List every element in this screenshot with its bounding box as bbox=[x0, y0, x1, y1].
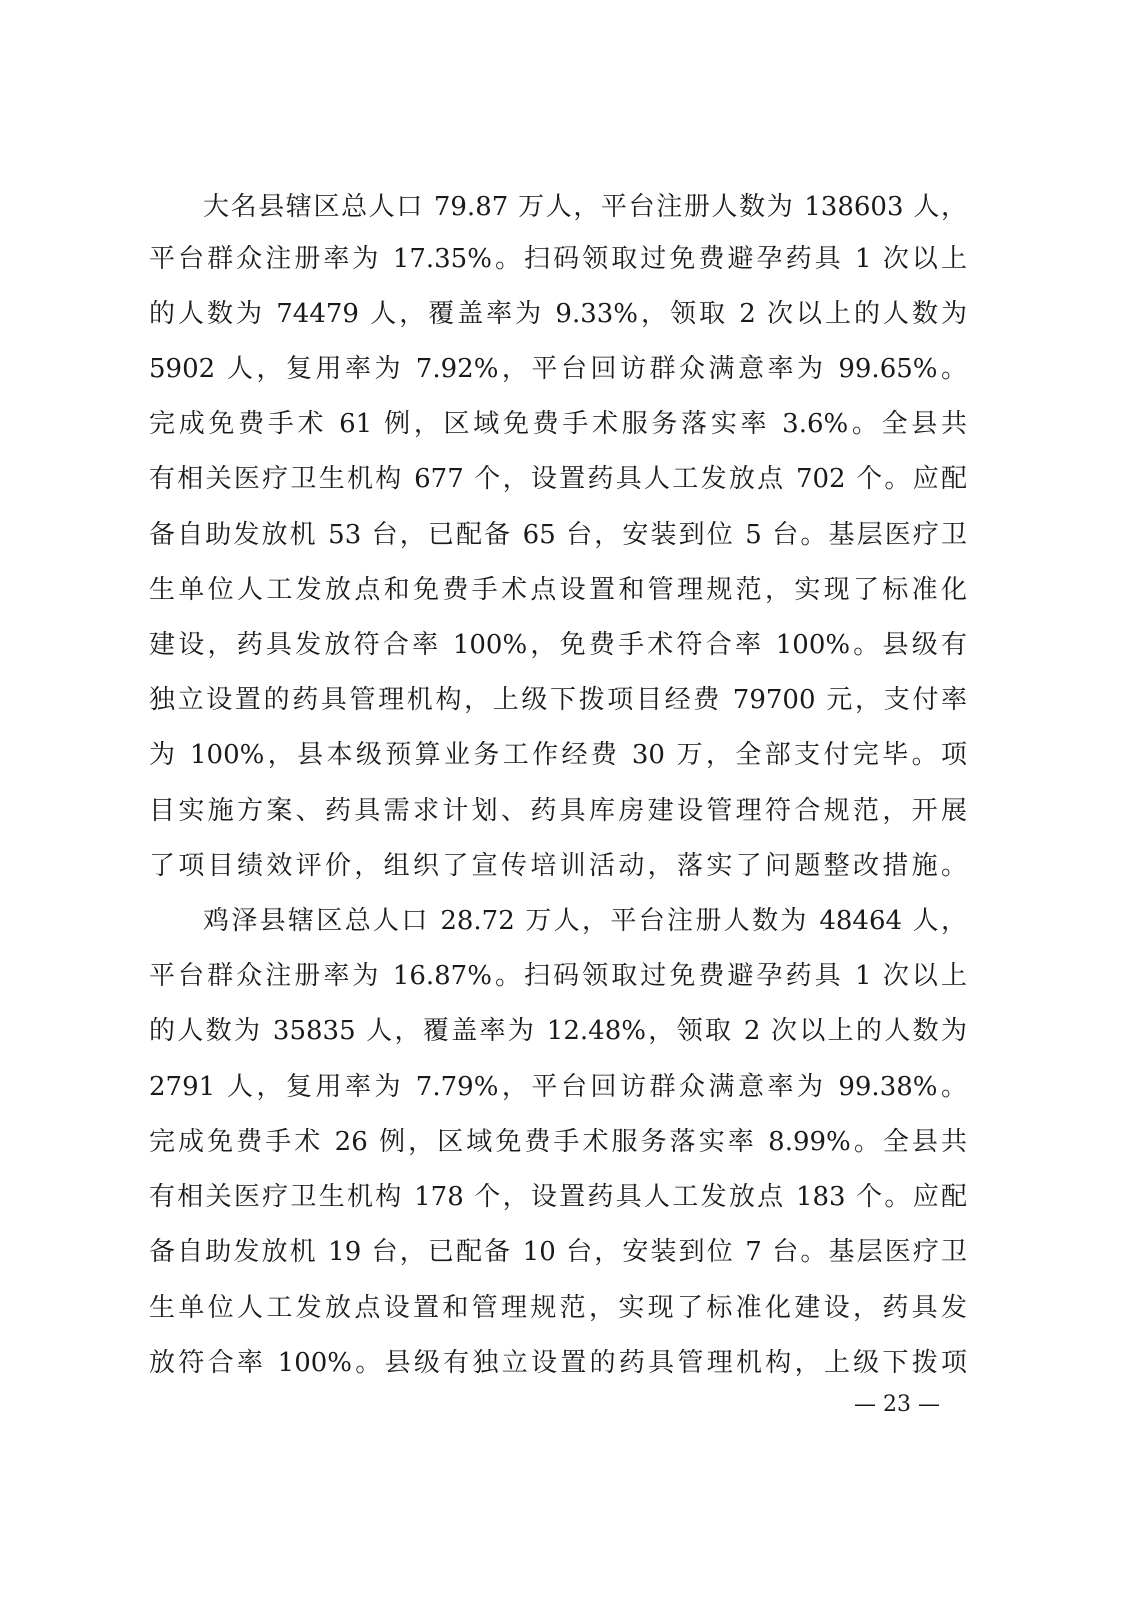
text-line: 目实施方案、药具需求计划、药具库房建设管理符合规范，开展 bbox=[149, 796, 967, 826]
text-line: 完成免费手术 61 例，区域免费手术服务落实率 3.6%。全县共 bbox=[149, 409, 967, 439]
text-line: 平台群众注册率为 17.35%。扫码领取过免费避孕药具 1 次以上 bbox=[149, 244, 967, 274]
text-line: 有相关医疗卫生机构 178 个，设置药具人工发放点 183 个。应配 bbox=[149, 1182, 967, 1212]
text-line: 备自助发放机 53 台，已配备 65 台，安装到位 5 台。基层医疗卫 bbox=[149, 520, 967, 550]
text-line: 放符合率 100%。县级有独立设置的药具管理机构，上级下拨项 bbox=[149, 1348, 967, 1378]
text-line: 5902 人，复用率为 7.92%，平台回访群众满意率为 99.65%。 bbox=[149, 354, 967, 384]
text-line: 建设，药具发放符合率 100%，免费手术符合率 100%。县级有 bbox=[149, 630, 967, 660]
text-line: 的人数为 74479 人，覆盖率为 9.33%，领取 2 次以上的人数为 bbox=[149, 299, 967, 329]
text-line: 有相关医疗卫生机构 677 个，设置药具人工发放点 702 个。应配 bbox=[149, 464, 967, 494]
text-line: 平台群众注册率为 16.87%。扫码领取过免费避孕药具 1 次以上 bbox=[149, 961, 967, 991]
text-line: 的人数为 35835 人，覆盖率为 12.48%，领取 2 次以上的人数为 bbox=[149, 1016, 967, 1046]
text-line: 了项目绩效评价，组织了宣传培训活动，落实了问题整改措施。 bbox=[149, 851, 967, 881]
text-line: 独立设置的药具管理机构，上级下拨项目经费 79700 元，支付率 bbox=[149, 685, 967, 715]
page-number: — 23 — bbox=[854, 1392, 940, 1417]
text-line: 大名县辖区总人口 79.87 万人，平台注册人数为 138603 人， bbox=[203, 192, 967, 222]
text-line: 2791 人，复用率为 7.79%，平台回访群众满意率为 99.38%。 bbox=[149, 1072, 967, 1102]
text-line: 鸡泽县辖区总人口 28.72 万人，平台注册人数为 48464 人， bbox=[203, 906, 967, 936]
text-line: 生单位人工发放点设置和管理规范，实现了标准化建设，药具发 bbox=[149, 1293, 967, 1323]
text-line: 生单位人工发放点和免费手术点设置和管理规范，实现了标准化 bbox=[149, 575, 967, 605]
text-line: 为 100%，县本级预算业务工作经费 30 万，全部支付完毕。项 bbox=[149, 740, 967, 770]
text-line: 备自助发放机 19 台，已配备 10 台，安装到位 7 台。基层医疗卫 bbox=[149, 1237, 967, 1267]
text-line: 完成免费手术 26 例，区域免费手术服务落实率 8.99%。全县共 bbox=[149, 1127, 967, 1157]
